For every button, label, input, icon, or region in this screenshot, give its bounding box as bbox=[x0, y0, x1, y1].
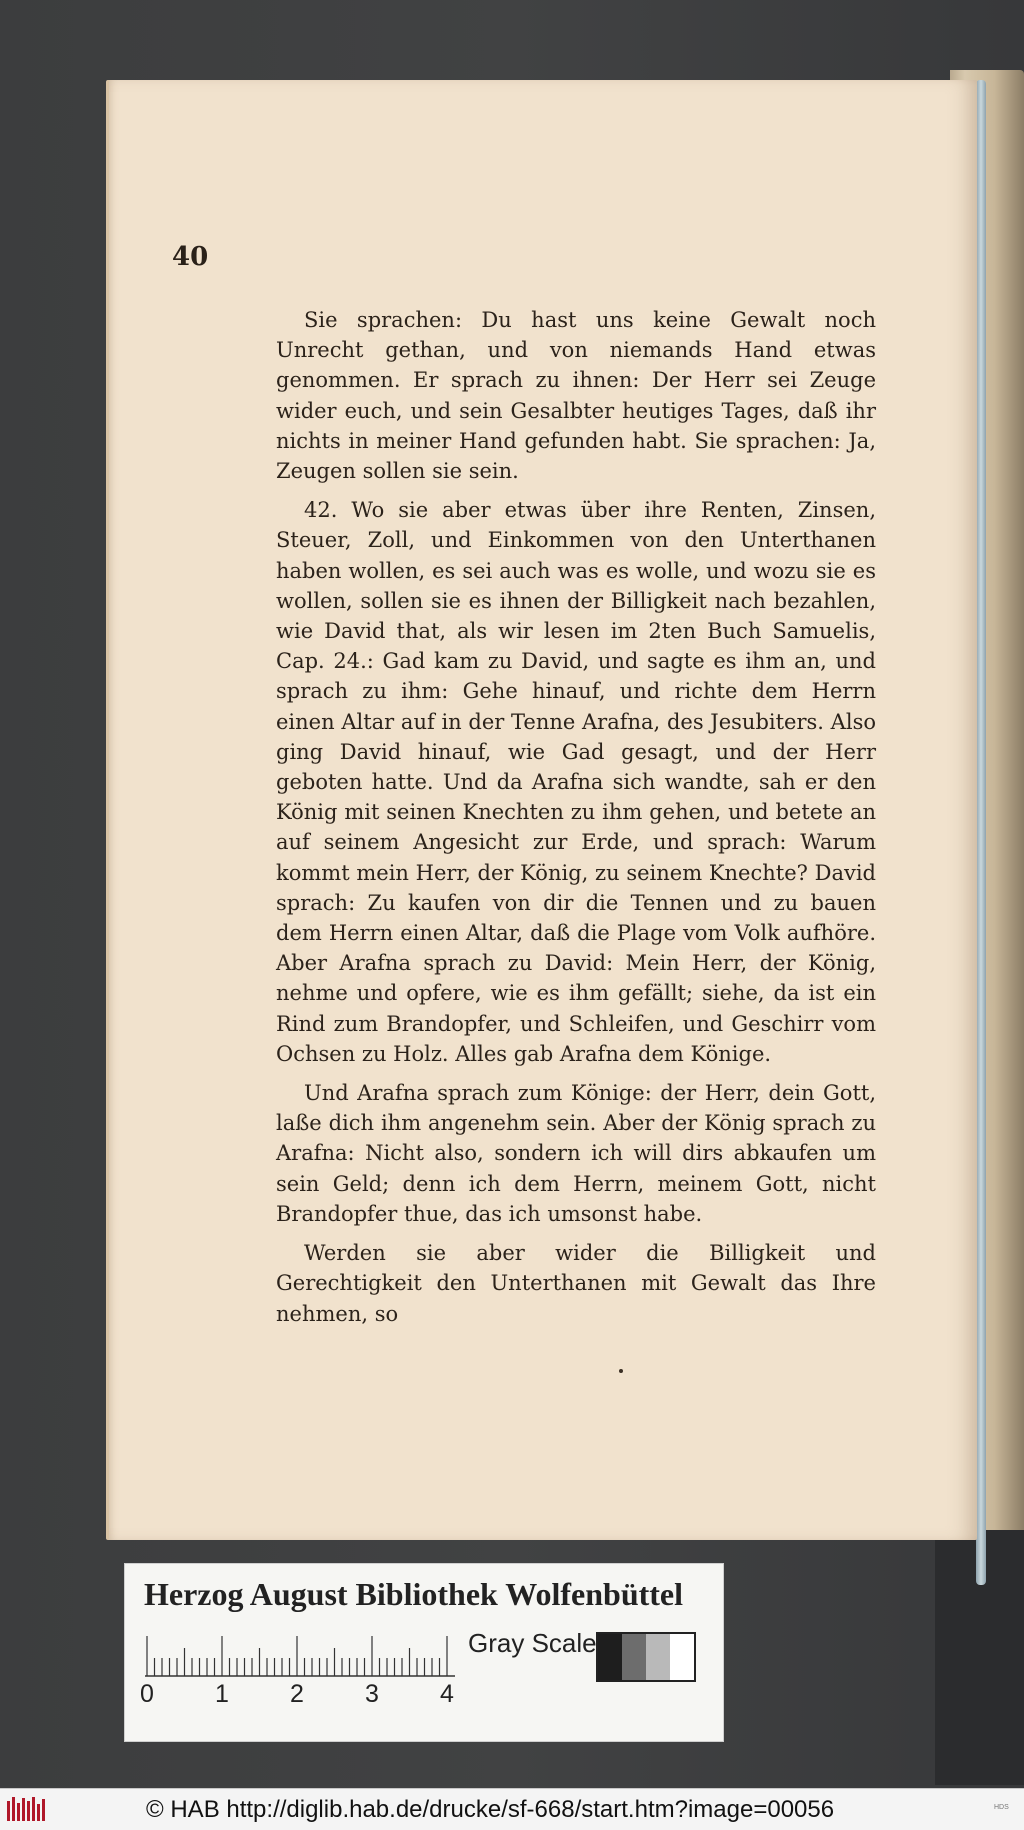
paragraph: 42. Wo sie aber etwas über ihre Renten, Zinsen, Steuer, Zoll, und Einkommen von den Unterthanen haben wollen, es sei auch was es wolle, und wozu sie es wollen, sollen sie es ihnen der Billigkeit nach bezahlen, wie David that, als wir lesen im 2ten Buch Samuelis, Cap. 24.: Gad kam zu David, und sagte es ihm an, und sprach zu ihm: Gehe hinauf, und richte dem Herrn einen Altar auf in der Tenne Arafna, des Jesubiters. Also ging David hinauf, wie Gad gesagt, und der Herr geboten hatte. Und da Arafna sich wandte, sah er den König mit seinen Knechten zu ihm gehen, und betete an auf seinem Angesicht zur Erde, und sprach: Warum kommt mein Herr, der König, zu seinem Knechte? David sprach: Zu kaufen von dir die Tennen und zu bauen dem Herrn einen Altar, daß die Plage vom Volk aufhöre. Aber Arafna sprach zu David: Mein Herr, der König, nehme und opfere, wie es ihm gefällt; siehe, da ist ein Rind zum Brandopfer, und Schleifen, und Geschirr vom Ochsen zu Holz. Alles gab Arafna dem Könige. bbox=[276, 498, 876, 1066]
hab-logo-icon bbox=[6, 1795, 46, 1823]
ruler-number: 1 bbox=[215, 1680, 229, 1708]
gray-swatch bbox=[670, 1634, 694, 1680]
ruler-number: 0 bbox=[140, 1680, 154, 1708]
paragraph: Sie sprachen: Du hast uns keine Gewalt noch Unrecht gethan, und von niemands Hand etwas genommen. Er sprach zu ihnen: Der Herr sei Zeuge wider euch, und sein Gesalbter heutiges Tages, daß ihr nichts in meiner Hand gefunden habt. Sie sprachen: Ja, Zeugen sollen sie sein. bbox=[276, 308, 876, 484]
page-number: 40 bbox=[172, 242, 209, 272]
library-name: Herzog August Bibliothek Wolfenbüttel bbox=[144, 1576, 684, 1612]
footer-mark: HDS bbox=[994, 1804, 1009, 1811]
ruler-number: 3 bbox=[365, 1680, 379, 1708]
gray-scale-label: Gray Scale bbox=[468, 1628, 597, 1658]
bookmark-ribbon bbox=[976, 80, 986, 1585]
paragraph: Werden sie aber wider die Billigkeit und Gerechtigkeit den Unterthanen mit Gewalt das Ihre nehmen, so bbox=[276, 1241, 876, 1326]
page-text bbox=[276, 305, 876, 1338]
gray-swatch bbox=[622, 1634, 646, 1680]
ruler-scale bbox=[145, 1630, 455, 1678]
gray-swatch bbox=[598, 1634, 622, 1680]
ruler-number: 2 bbox=[290, 1680, 304, 1708]
paper-speck bbox=[619, 1369, 623, 1373]
copyright-url[interactable]: © HAB http://diglib.hab.de/drucke/sf-668/start.htm?image=00056 bbox=[146, 1796, 835, 1823]
paragraph: Und Arafna sprach zum Könige: der Herr, dein Gott, laße dich ihm angenehm sein. Aber der König sprach zu Arafna: Nicht also, sondern ich will dirs abkaufen um sein Geld; denn ich dem Herrn, meinem Gott, nicht Brandopfer thue, das ich umsonst habe. bbox=[276, 1081, 876, 1226]
gray-swatch bbox=[646, 1634, 670, 1680]
ruler-numbers bbox=[138, 1680, 468, 1708]
ruler-number: 4 bbox=[440, 1680, 454, 1708]
gray-scale-swatches bbox=[596, 1632, 696, 1682]
